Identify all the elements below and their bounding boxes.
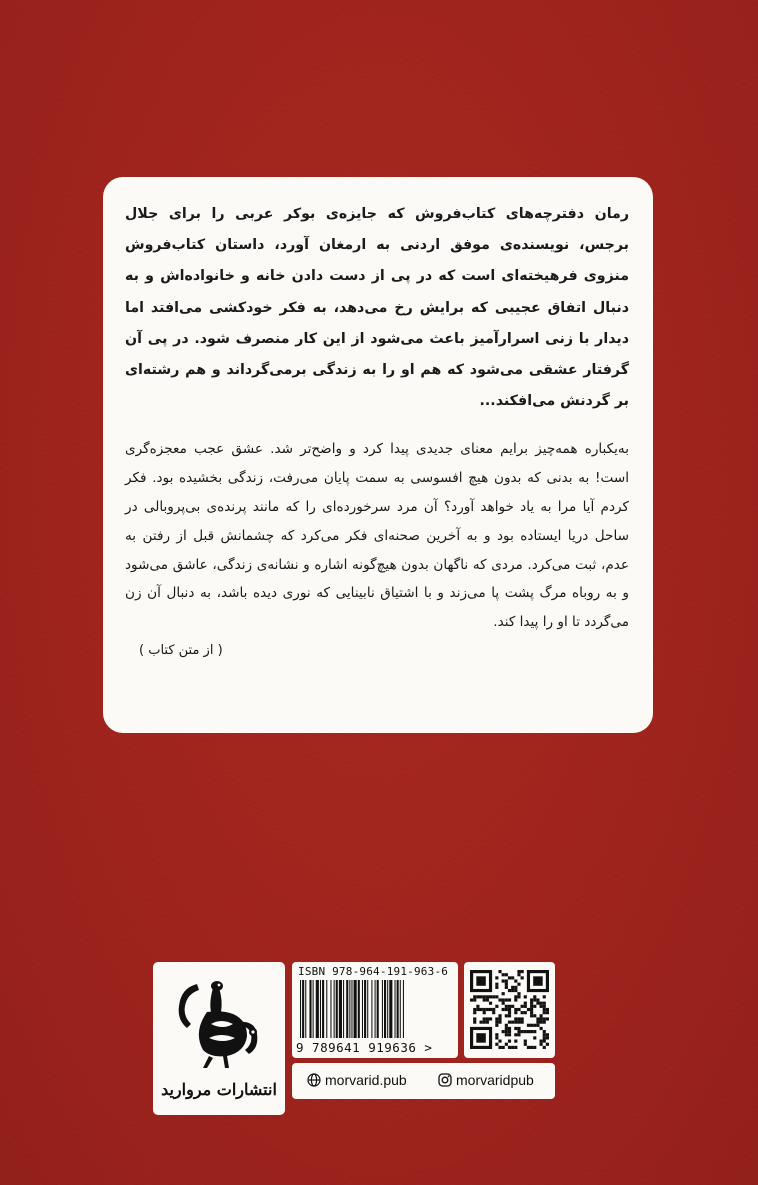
qr-module (498, 1014, 501, 1017)
qr-module (495, 1043, 498, 1046)
isbn-label: ISBN 978-964-191-963-6 (298, 965, 449, 978)
qr-module (524, 1040, 527, 1043)
barcode-bar (330, 980, 331, 1038)
qr-module (524, 1011, 527, 1014)
barcode-bar (387, 980, 388, 1038)
barcode-bar (395, 980, 396, 1038)
qr-module (511, 989, 514, 992)
qr-module (517, 983, 520, 986)
barcode-bar (377, 980, 379, 1038)
qr-module (505, 1005, 508, 1008)
qr-module (546, 1033, 549, 1036)
qr-module (505, 1008, 508, 1011)
qr-module (470, 998, 473, 1001)
qr-module (517, 1017, 520, 1020)
barcode-bars (298, 980, 448, 1040)
qr-module (527, 1030, 530, 1033)
qr-module (473, 1021, 476, 1024)
qr-module (530, 1008, 533, 1011)
qr-module (495, 986, 498, 989)
qr-module (479, 1008, 482, 1011)
qr-module (530, 998, 533, 1001)
qr-module (483, 1011, 486, 1014)
qr-module (543, 1030, 546, 1033)
qr-module (517, 992, 520, 995)
qr-module (495, 995, 498, 998)
qr-module (543, 1040, 546, 1043)
barcode-bar (364, 980, 366, 1038)
barcode-bar (336, 980, 338, 1038)
qr-module (543, 1033, 546, 1036)
qr-module (517, 973, 520, 976)
qr-module (521, 970, 524, 973)
qr-module (511, 976, 514, 979)
qr-module (473, 995, 476, 998)
qr-module (483, 998, 486, 1001)
qr-module (514, 1008, 517, 1011)
website-text: morvarid.pub (325, 1072, 407, 1088)
qr-module (502, 1008, 505, 1011)
qr-module (505, 1024, 508, 1027)
qr-module (514, 1011, 517, 1014)
qr-module (546, 1036, 549, 1039)
qr-module (505, 973, 508, 976)
qr-module (524, 1030, 527, 1033)
qr-module (476, 1033, 485, 1042)
qr-module (505, 1027, 508, 1030)
qr-module (533, 1024, 536, 1027)
qr-module (479, 995, 482, 998)
barcode-bar (389, 980, 392, 1038)
barcode-bar (346, 980, 348, 1038)
barcode-bar (300, 980, 301, 1038)
qr-module (511, 1046, 514, 1049)
qr-module (536, 1002, 539, 1005)
qr-module (530, 1024, 533, 1027)
blurb-card (103, 177, 653, 733)
qr-module (533, 1014, 536, 1017)
qr-module (476, 976, 485, 985)
qr-module (495, 976, 498, 979)
qr-module (517, 1027, 520, 1030)
qr-module (508, 989, 511, 992)
blurb-excerpt: به‌یکباره همه‌چیز برایم معنای جدیدی پیدا کرد و واضح‌تر شد. عشق عجب معجزه‌گری است! به بدنی که بدون هیچ افسوسی به سمت پایان می‌رفت، زندگی بخشیده بود. فکر کردم آیا مرا به یاد خواهد آورد؟ آن مرد سرخورده‌ای را که مانند پرنده‌ی بی‌پروبالی در ساحل دریا ایستاده بود و به آخرین صحنه‌ای فکر می‌کرد که چشمانش قبل از رفتن به عدم، ثبت می‌کرد. مردی که ناگهان بدون هیچ‌گونه اشاره و نشانه‌ی زندگی، عاشق می‌شود و به روباه مرگ پشت پا می‌زند و با اشتیاق نابینایی که نوری دیده باشد، به دنبال آن زن می‌گردد تا او را پیدا کند. (125, 441, 629, 631)
qr-module (508, 1040, 511, 1043)
qr-module (521, 1011, 524, 1014)
qr-module (543, 1008, 546, 1011)
qr-module (476, 1005, 479, 1008)
barcode-bar (334, 980, 335, 1038)
barcode-bar (371, 980, 372, 1038)
qr-module (517, 995, 520, 998)
qr-module (492, 995, 495, 998)
qr-module (505, 998, 508, 1001)
qr-module (533, 998, 536, 1001)
qr-module (495, 1033, 498, 1036)
qr-module (540, 1043, 543, 1046)
barcode-bar (343, 980, 344, 1038)
qr-module (495, 1005, 498, 1008)
qr-module (524, 1002, 527, 1005)
qr-module (486, 1021, 489, 1024)
instagram-icon (438, 1073, 452, 1087)
barcode-bar (358, 980, 360, 1038)
qr-module (511, 986, 514, 989)
qr-module (508, 1011, 511, 1014)
qr-module (505, 1030, 508, 1033)
qr-module (521, 1017, 524, 1020)
qr-module (476, 1008, 479, 1011)
qr-module (508, 998, 511, 1001)
qr-module (508, 1014, 511, 1017)
qr-module (543, 1046, 546, 1049)
qr-module (511, 1005, 514, 1008)
qr-box (464, 962, 555, 1058)
qr-module (524, 1043, 527, 1046)
instagram-text: morvaridpub (456, 1072, 534, 1088)
qr-module (530, 1014, 533, 1017)
qr-module (546, 1017, 549, 1020)
barcode-bar (397, 980, 399, 1038)
qr-module (514, 1017, 517, 1020)
barcode-bar (367, 980, 368, 1038)
qr-module (492, 1008, 495, 1011)
blurb-intro: رمان دفترچه‌های کتاب‌فروش که جایزه‌ی بوکر عربی را برای جلال برجس، نویسنده‌ی موفق اردنی به ارمغان آورد، داستان کتاب‌فروش منزوی فرهیخته‌ای است که در پی از دست دادن خانه و خانواده‌اش و به دنبال اتفاق عجیبی که برایش رخ می‌دهد، به فکر خودکشی می‌افتد اما دیدار با زنی اسرارآمیز باعث می‌شود از این کار منصرف شود. در پی آن گرفتار عشقی می‌شود که هم او را به زندگی برمی‌گرداند و هم رشته‌ای بر گردنش می‌افکند... (125, 206, 629, 410)
barcode-bar (320, 980, 321, 1038)
qr-module (527, 1046, 530, 1049)
qr-module (486, 995, 489, 998)
qr-module (533, 1036, 536, 1039)
barcode-bar (362, 980, 363, 1038)
qr-module (489, 1017, 492, 1020)
qr-module (508, 1005, 511, 1008)
qr-module (486, 1008, 489, 1011)
barcode-bar (382, 980, 383, 1038)
qr-module (498, 970, 501, 973)
qr-module (502, 1002, 505, 1005)
barcode-bar (313, 980, 314, 1038)
qr-module (476, 995, 479, 998)
qr-module (495, 983, 498, 986)
qr-module (489, 995, 492, 998)
qr-module (514, 1033, 517, 1036)
qr-module (473, 1011, 476, 1014)
qr-module (536, 1017, 539, 1020)
qr-module (508, 1030, 511, 1033)
qr-module (514, 989, 517, 992)
qr-module (543, 1021, 546, 1024)
qr-module (540, 1017, 543, 1020)
barcode-bar (322, 980, 324, 1038)
barcode-bar (305, 980, 306, 1038)
qr-module (540, 1014, 543, 1017)
qr-module (498, 1021, 501, 1024)
qr-module (498, 1046, 501, 1049)
qr-module (530, 1005, 533, 1008)
qr-module (546, 1008, 549, 1011)
qr-module (495, 1021, 498, 1024)
barcode-box (292, 962, 458, 1058)
qr-module (533, 976, 542, 985)
qr-module (498, 1017, 501, 1020)
qr-module (505, 983, 508, 986)
qr-module (495, 1017, 498, 1020)
qr-module (514, 995, 517, 998)
barcode-bar (339, 980, 342, 1038)
qr-module (502, 992, 505, 995)
qr-module (540, 1027, 543, 1030)
qr-module (489, 1008, 492, 1011)
qr-module (479, 1021, 482, 1024)
qr-module (508, 1021, 511, 1024)
qr-module (533, 1005, 536, 1008)
qr-module (543, 995, 546, 998)
qr-module (498, 1040, 501, 1043)
barcode-bar (349, 980, 350, 1038)
source-note: ( از متن کتاب ) (139, 643, 223, 658)
qr-module (508, 976, 511, 979)
qr-module (536, 998, 539, 1001)
qr-module (483, 1021, 486, 1024)
qr-module (521, 976, 524, 979)
qr-module (527, 1008, 530, 1011)
qr-module (521, 1021, 524, 1024)
qr-module (546, 1011, 549, 1014)
qr-module (540, 1005, 543, 1008)
instagram-link[interactable] (438, 1072, 534, 1088)
barcode-bar (302, 980, 304, 1038)
qr-module (536, 1024, 539, 1027)
globe-icon (307, 1073, 321, 1087)
qr-module (514, 979, 517, 982)
qr-module (540, 1040, 543, 1043)
qr-module (517, 970, 520, 973)
qr-module (508, 1046, 511, 1049)
qr-module (517, 1008, 520, 1011)
qr-module (473, 998, 476, 1001)
barcode-bar (309, 980, 311, 1038)
qr-module (536, 1021, 539, 1024)
barcode-bar (354, 980, 357, 1038)
isbn-digits: 9 789641 919636 > (296, 1040, 433, 1055)
barcode-bar (316, 980, 319, 1038)
qr-module (483, 1017, 486, 1020)
barcode-bar (400, 980, 401, 1038)
qr-module (483, 995, 486, 998)
qr-module (502, 973, 505, 976)
qr-module (495, 1036, 498, 1039)
qr-module (505, 1014, 508, 1017)
qr-module (489, 1002, 492, 1005)
links-box (292, 1063, 555, 1099)
publisher-box (153, 962, 285, 1115)
barcode-bar (384, 980, 386, 1038)
qr-module (533, 1046, 536, 1049)
qr-module (533, 995, 536, 998)
qr-module (524, 1005, 527, 1008)
qr-module (543, 1011, 546, 1014)
barcode-bar (375, 980, 376, 1038)
qr-module (514, 998, 517, 1001)
qr-module (546, 1043, 549, 1046)
qr-module (543, 1005, 546, 1008)
qr-module (502, 1046, 505, 1049)
qr-module (517, 1030, 520, 1033)
qr-module (527, 1024, 530, 1027)
qr-code-icon (470, 970, 549, 1049)
qr-module (492, 1011, 495, 1014)
qr-module (473, 1008, 476, 1011)
qr-module (514, 1027, 517, 1030)
qr-module (517, 1021, 520, 1024)
qr-module (514, 986, 517, 989)
qr-module (521, 1005, 524, 1008)
qr-module (517, 1033, 520, 1036)
qr-module (521, 1030, 524, 1033)
website-link[interactable] (307, 1072, 407, 1088)
qr-module (530, 1046, 533, 1049)
qr-module (508, 1027, 511, 1030)
qr-module (505, 1043, 508, 1046)
qr-module (543, 1036, 546, 1039)
qr-module (530, 1002, 533, 1005)
barcode-bar (351, 980, 352, 1038)
barcode-bar (403, 980, 404, 1038)
qr-module (483, 1008, 486, 1011)
qr-module (543, 1017, 546, 1020)
barcode-bar (326, 980, 327, 1038)
qr-module (505, 986, 508, 989)
qr-module (543, 1002, 546, 1005)
qr-module (533, 1030, 536, 1033)
qr-module (530, 1030, 533, 1033)
qr-module (495, 1024, 498, 1027)
qr-module (505, 1033, 508, 1036)
qr-module (508, 1033, 511, 1036)
qr-module (505, 979, 508, 982)
qr-module (540, 1002, 543, 1005)
qr-module (524, 995, 527, 998)
qr-module (514, 1046, 517, 1049)
peacock-logo (153, 962, 285, 1082)
qr-module (502, 979, 505, 982)
qr-module (514, 1021, 517, 1024)
qr-module (486, 998, 489, 1001)
qr-module (511, 1021, 514, 1024)
qr-module (530, 1011, 533, 1014)
qr-module (508, 1008, 511, 1011)
publisher-name: انتشارات مروارید (161, 1080, 277, 1099)
qr-module (473, 1017, 476, 1020)
qr-module (502, 1030, 505, 1033)
qr-module (540, 1021, 543, 1024)
qr-module (486, 1017, 489, 1020)
qr-module (498, 998, 501, 1001)
qr-module (502, 998, 505, 1001)
qr-module (514, 1040, 517, 1043)
